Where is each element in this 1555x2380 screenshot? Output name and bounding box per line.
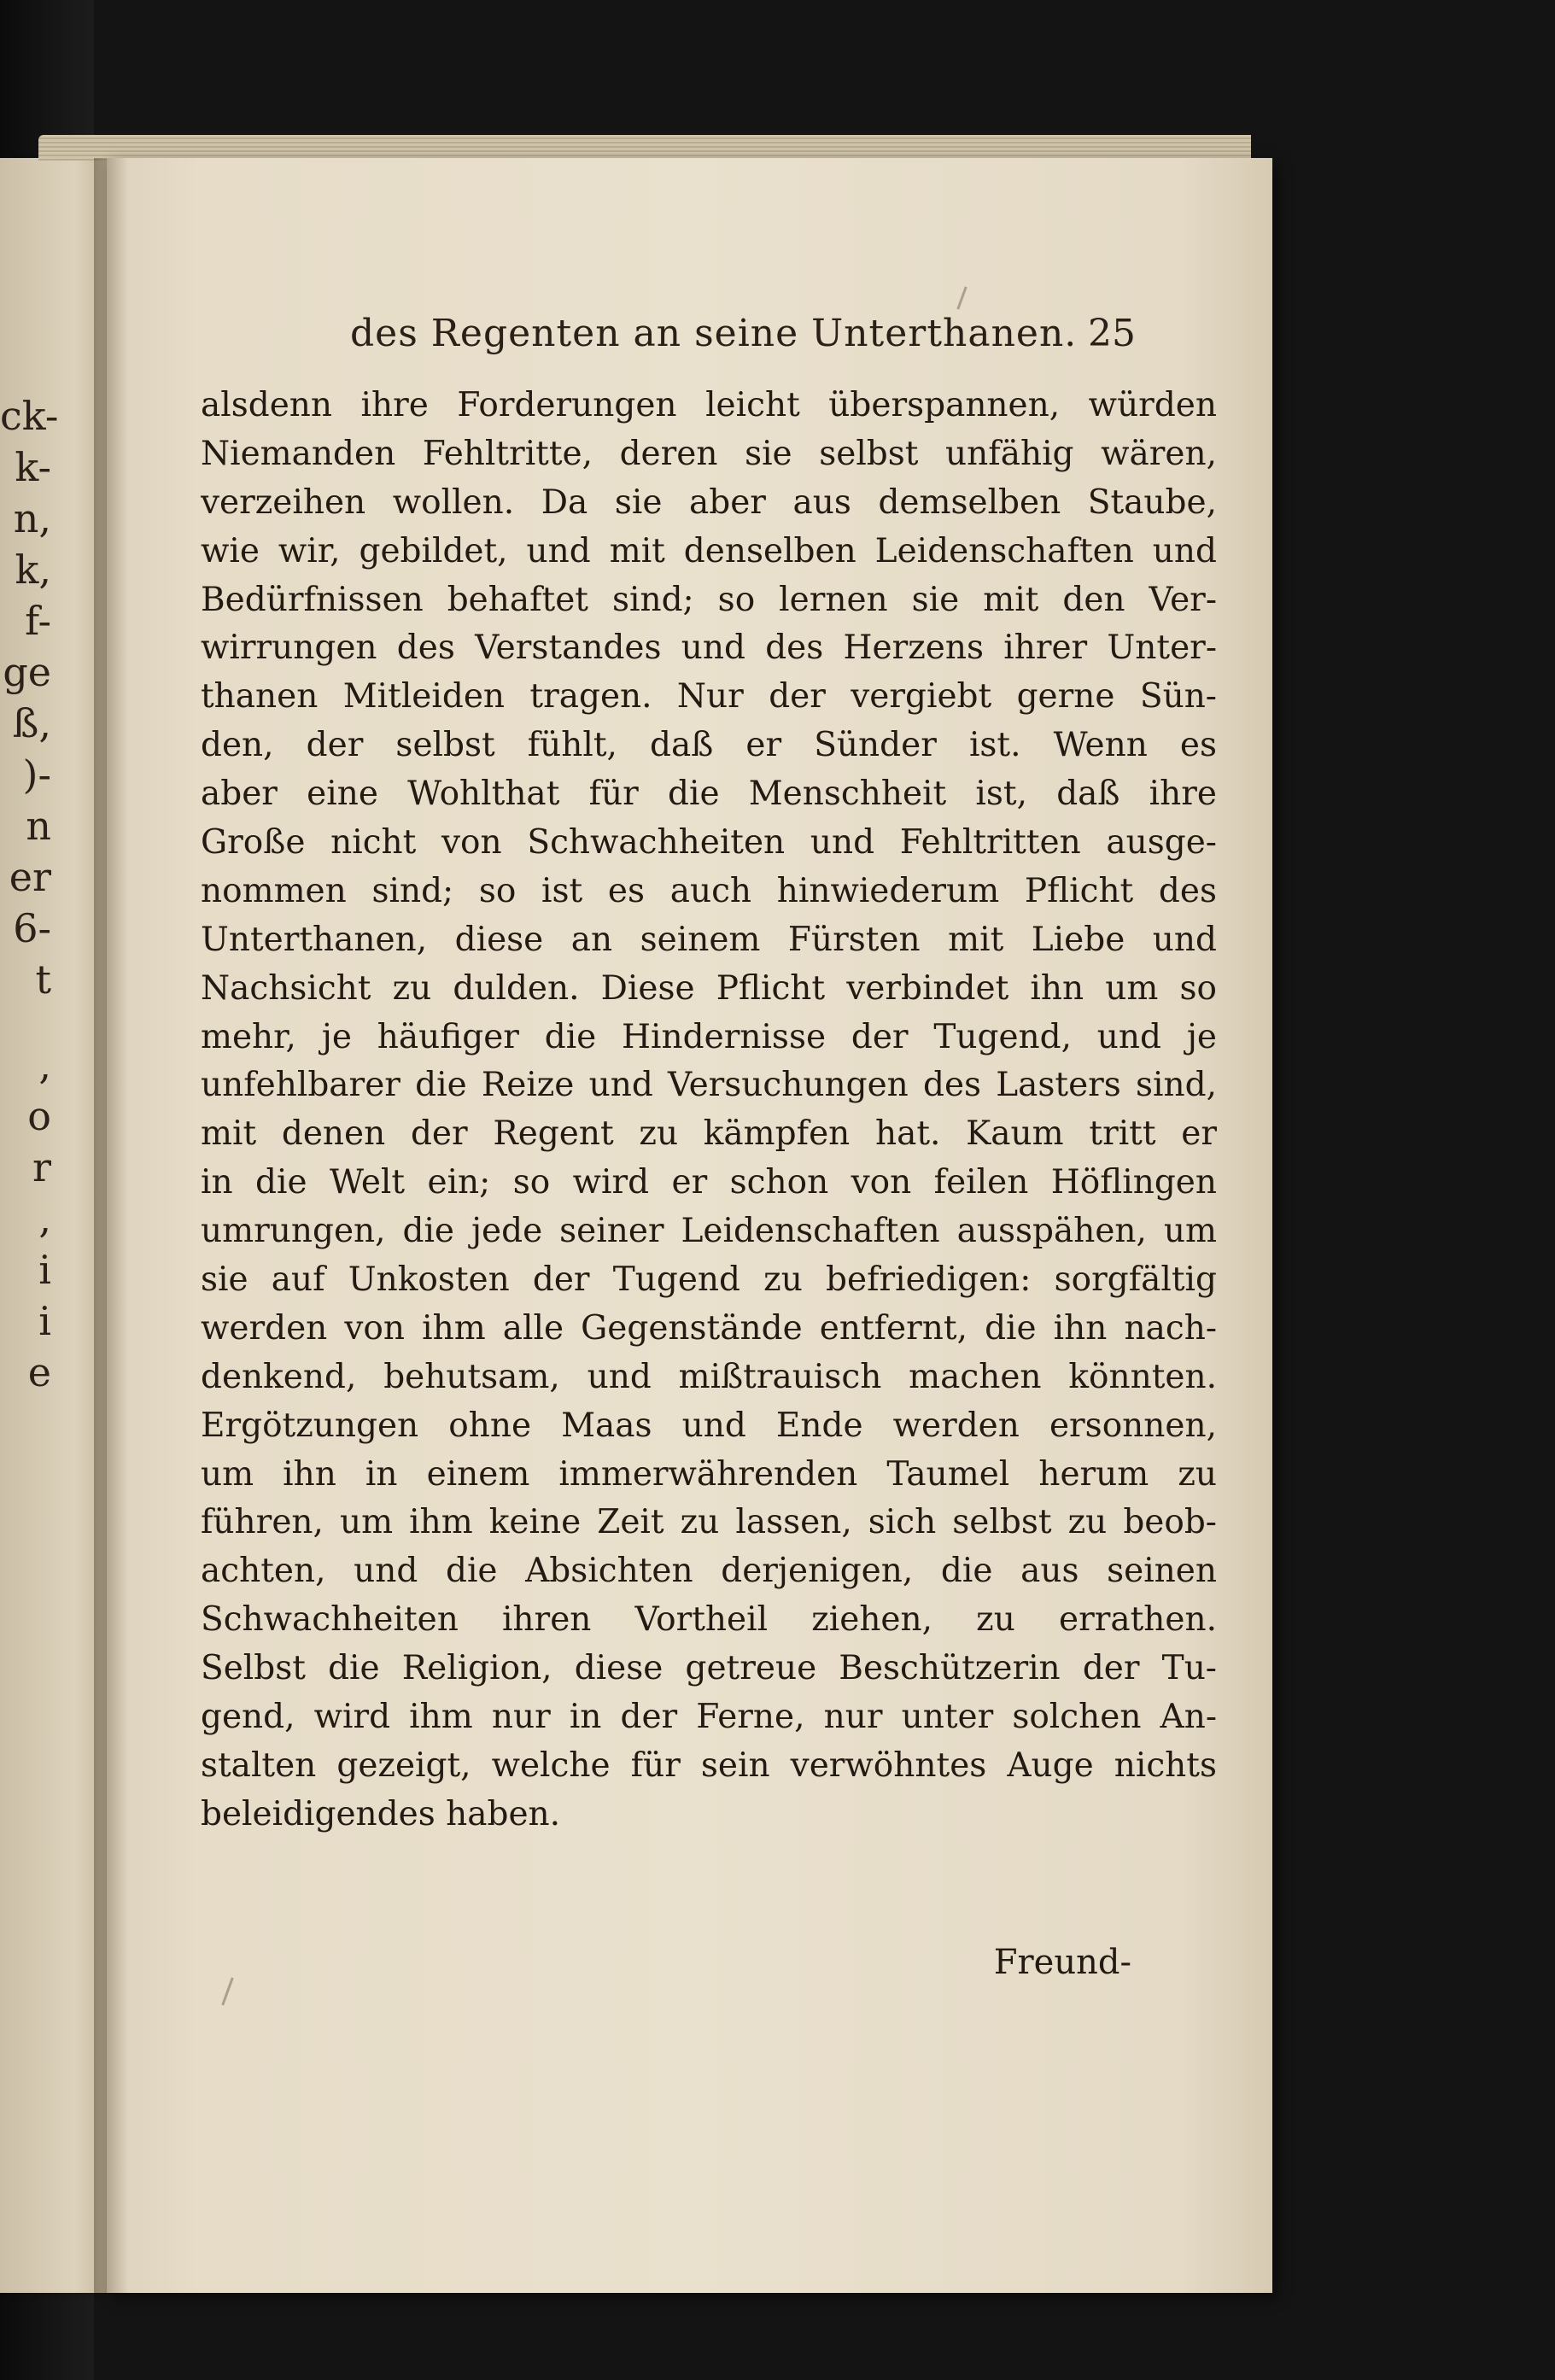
text-line: Bedürfnissen behaftet sind; so lernen sie mit den Ver-: [201, 580, 1217, 619]
text-line: Große nicht von Schwachheiten und Fehltritten ausge-: [201, 823, 1217, 863]
text-line: aber eine Wohlthat für die Menschheit ist, daß ihre: [201, 775, 1217, 814]
text-line: verzeihen wollen. Da sie aber aus demselben Staube,: [201, 482, 1217, 522]
text-line: achten, und die Absichten derjenigen, die aus seinen: [201, 1552, 1217, 1591]
text-line: Ergötzungen ohne Maas und Ende werden ersonnen,: [201, 1406, 1217, 1445]
text-line: nommen sind; so ist es auch hinwiederum Pflicht des: [201, 871, 1217, 910]
facing-page-fragment: i: [38, 1298, 51, 1344]
text-line: denkend, behutsam, und mißtrauisch machen könnten.: [201, 1357, 1217, 1396]
page-stack-edges: [38, 135, 1251, 161]
text-line: mit denen der Regent zu kämpfen hat. Kaum tritt er: [201, 1114, 1217, 1154]
text-line: um ihn in einem immerwährenden Taumel herum zu: [201, 1454, 1217, 1494]
text-line: Selbst die Religion, diese getreue Beschützerin der Tu-: [201, 1649, 1217, 1688]
facing-page-fragment: ge: [3, 649, 51, 695]
facing-page-fragment: ß,: [12, 700, 51, 746]
text-line: alsdenn ihre Forderungen leicht überspannen, würden: [201, 386, 1217, 424]
running-head: des Regenten an seine Unterthanen.: [350, 312, 1078, 355]
text-line: Schwachheiten ihren Vortheil ziehen, zu errathen.: [201, 1600, 1217, 1640]
text-line: stalten gezeigt, welche für sein verwöhntes Auge nichts: [201, 1746, 1217, 1785]
text-line: mehr, je häufiger die Hindernisse der Tugend, und je: [201, 1017, 1217, 1056]
text-line: gend, wird ihm nur in der Ferne, nur unter solchen An-: [201, 1698, 1217, 1737]
facing-page-fragment: ,: [38, 1042, 51, 1088]
text-line: Nachsicht zu dulden. Diese Pflicht verbindet ihn um so: [201, 968, 1217, 1008]
facing-page-fragment: k-: [15, 444, 51, 490]
facing-page-fragment: ck-: [0, 393, 59, 439]
facing-page-fragment: i: [38, 1247, 51, 1293]
text-line: führen, um ihm keine Zeit zu lassen, sich selbst zu beob-: [201, 1503, 1217, 1542]
text-line: den, der selbst fühlt, daß er Sünder ist. Wenn es: [201, 726, 1217, 765]
text-line: wirrungen des Verstandes und des Herzens ihrer Unter-: [201, 629, 1217, 668]
text-line: in die Welt ein; so wird er schon von feilen Höflingen: [201, 1163, 1217, 1202]
text-line: thanen Mitleiden tragen. Nur der vergiebt gerne Sün-: [201, 677, 1217, 716]
facing-page-fragment: ,: [38, 1196, 51, 1242]
book-page: [107, 158, 1272, 2293]
text-line: werden von ihm alle Gegenstände entfernt, die ihn nach-: [201, 1308, 1217, 1348]
text-line: Niemanden Fehltritte, deren sie selbst unfähig wären,: [201, 434, 1217, 473]
facing-page-fragment: n,: [13, 495, 51, 541]
body-text: [201, 382, 1217, 1839]
facing-page-fragment: )-: [22, 751, 51, 798]
facing-page-fragment: t: [35, 956, 51, 1003]
paper-mark: [221, 1978, 233, 2006]
catchword: Freund-: [993, 1943, 1131, 1982]
facing-page-fragment: e: [27, 1349, 51, 1395]
facing-page-fragment: 6-: [13, 905, 51, 951]
paper-mark: [956, 286, 967, 309]
text-line: sie auf Unkosten der Tugend zu befriedigen: sorgfältig: [201, 1260, 1217, 1300]
text-line: umrungen, die jede seiner Leidenschaften ausspähen, um: [201, 1212, 1217, 1251]
text-line: unfehlbarer die Reize und Versuchungen des Lasters sind,: [201, 1066, 1217, 1105]
facing-page-fragment: er: [9, 854, 51, 900]
facing-page-edge: [0, 158, 107, 2293]
facing-page-fragment: r: [32, 1144, 51, 1190]
text-line: wie wir, gebildet, und mit denselben Leidenschaften und: [201, 531, 1217, 570]
page-number: 25: [1088, 312, 1136, 355]
facing-page-fragment: o: [27, 1093, 51, 1139]
text-line: beleidigendes haben.: [201, 1794, 561, 1833]
facing-page-fragment: f-: [25, 598, 51, 644]
spine-shadow: [94, 158, 128, 2293]
text-line: Unterthanen, diese an seinem Fürsten mit Liebe und: [201, 920, 1217, 959]
facing-page-fragment: k,: [15, 547, 51, 593]
facing-page-fragment: n: [26, 803, 51, 849]
